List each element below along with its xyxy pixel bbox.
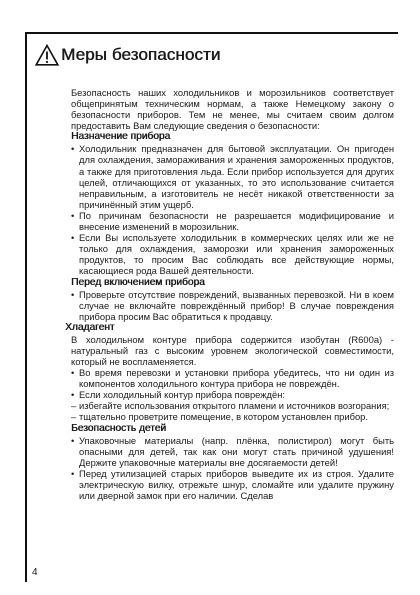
list-item: • Перед утилизацией старых приборов выведите их из строя. Удалите электрическую вилку, отрежьте шнур, сломайте или удалите пружину или дверной замок при его наличии. Сделав [71, 467, 394, 501]
heading-refrigerant: Хладагент [65, 321, 115, 333]
bullet-icon: • [71, 232, 75, 244]
dash-icon: – [71, 400, 77, 412]
child-safety-list [71, 435, 394, 502]
refrigerant-paragraph: В холодильном контуре прибора содержится изобутан (R600a) - натуральный газ с высоким уровнем экологической совместимости, который не воспламеняется. [71, 333, 394, 367]
bullet-icon: • [71, 143, 75, 155]
document-body [65, 87, 394, 501]
section-header [35, 41, 220, 69]
list-item: • Упаковочные материалы (напр. плёнка, полистирол) могут быть опасными для детей, так как они могут стать причиной удушения! Держите упаковочные материалы вне досягаемости детей! [71, 434, 394, 468]
purpose-list [71, 143, 394, 276]
page-number: 4 [32, 567, 38, 578]
bullet-icon: • [71, 288, 75, 300]
intro-paragraph: Безопасность наших холодильников и морозильников соответствует общепринятым техническим нормам, а также Немецкому закону о безопасности приборов. Тем не менее, мы считаем своим долгом предоставить Вам следующие сведения о безопасности: [71, 87, 394, 132]
bullet-icon: • [71, 367, 75, 379]
list-item: • Холодильник предназначен для бытовой эксплуатации. Он пригоден для охлаждения, замораживания и хранения замороженных продуктов, а также для приготовления льда. Если прибор используется для других целей, отличающихся от указанных, то это использование считается неправильным, а изготовитель не несёт никакой ответственности за причинённый этим ущерб. [71, 143, 394, 210]
page-title: Меры безопасности [61, 45, 221, 64]
before-switching-on-list [71, 289, 394, 322]
bullet-icon: • [71, 434, 75, 446]
heading-purpose: Назначение прибора [71, 131, 171, 143]
heading-child-safety: Безопасность детей [71, 422, 166, 434]
dash-item: – тщательно проветрите помещение, в котором установлен прибор. [71, 411, 369, 423]
dash-icon: – [71, 411, 77, 423]
list-item: • Если холодильный контур прибора повреждён: [71, 389, 286, 401]
bullet-icon: • [71, 389, 75, 401]
list-item: • По причинам безопасности не разрешается модифицирование и внесение изменений в морозильник. [71, 209, 394, 233]
bullet-icon: • [71, 209, 75, 221]
dash-item: – избегайте использования открытого пламени и источников возгорания; [71, 400, 390, 412]
list-item: • Проверьте отсутствие повреждений, вызванных перевозкой. Ни в коем случае не включайте повреждённый прибор! В случае повреждения прибора просим Вас обратиться к продавцу. [71, 288, 394, 322]
bullet-icon: • [71, 467, 75, 479]
warning-triangle-icon [35, 44, 59, 66]
list-item: • Во время перевозки и установки прибора убедитесь, что ни один из компонентов холодильного контура прибора не повреждён. [71, 367, 394, 390]
refrigerant-list [71, 367, 394, 422]
heading-before-switching-on: Перед включением прибора [71, 276, 205, 288]
list-item: • Если Вы используете холодильник в коммерческих целях или же не только для охлаждения, заморозки или хранения замороженных продуктов, то просим Вас соблюдать все действующие нормы, касающиеся рода Вашей деятельности. [71, 232, 394, 277]
